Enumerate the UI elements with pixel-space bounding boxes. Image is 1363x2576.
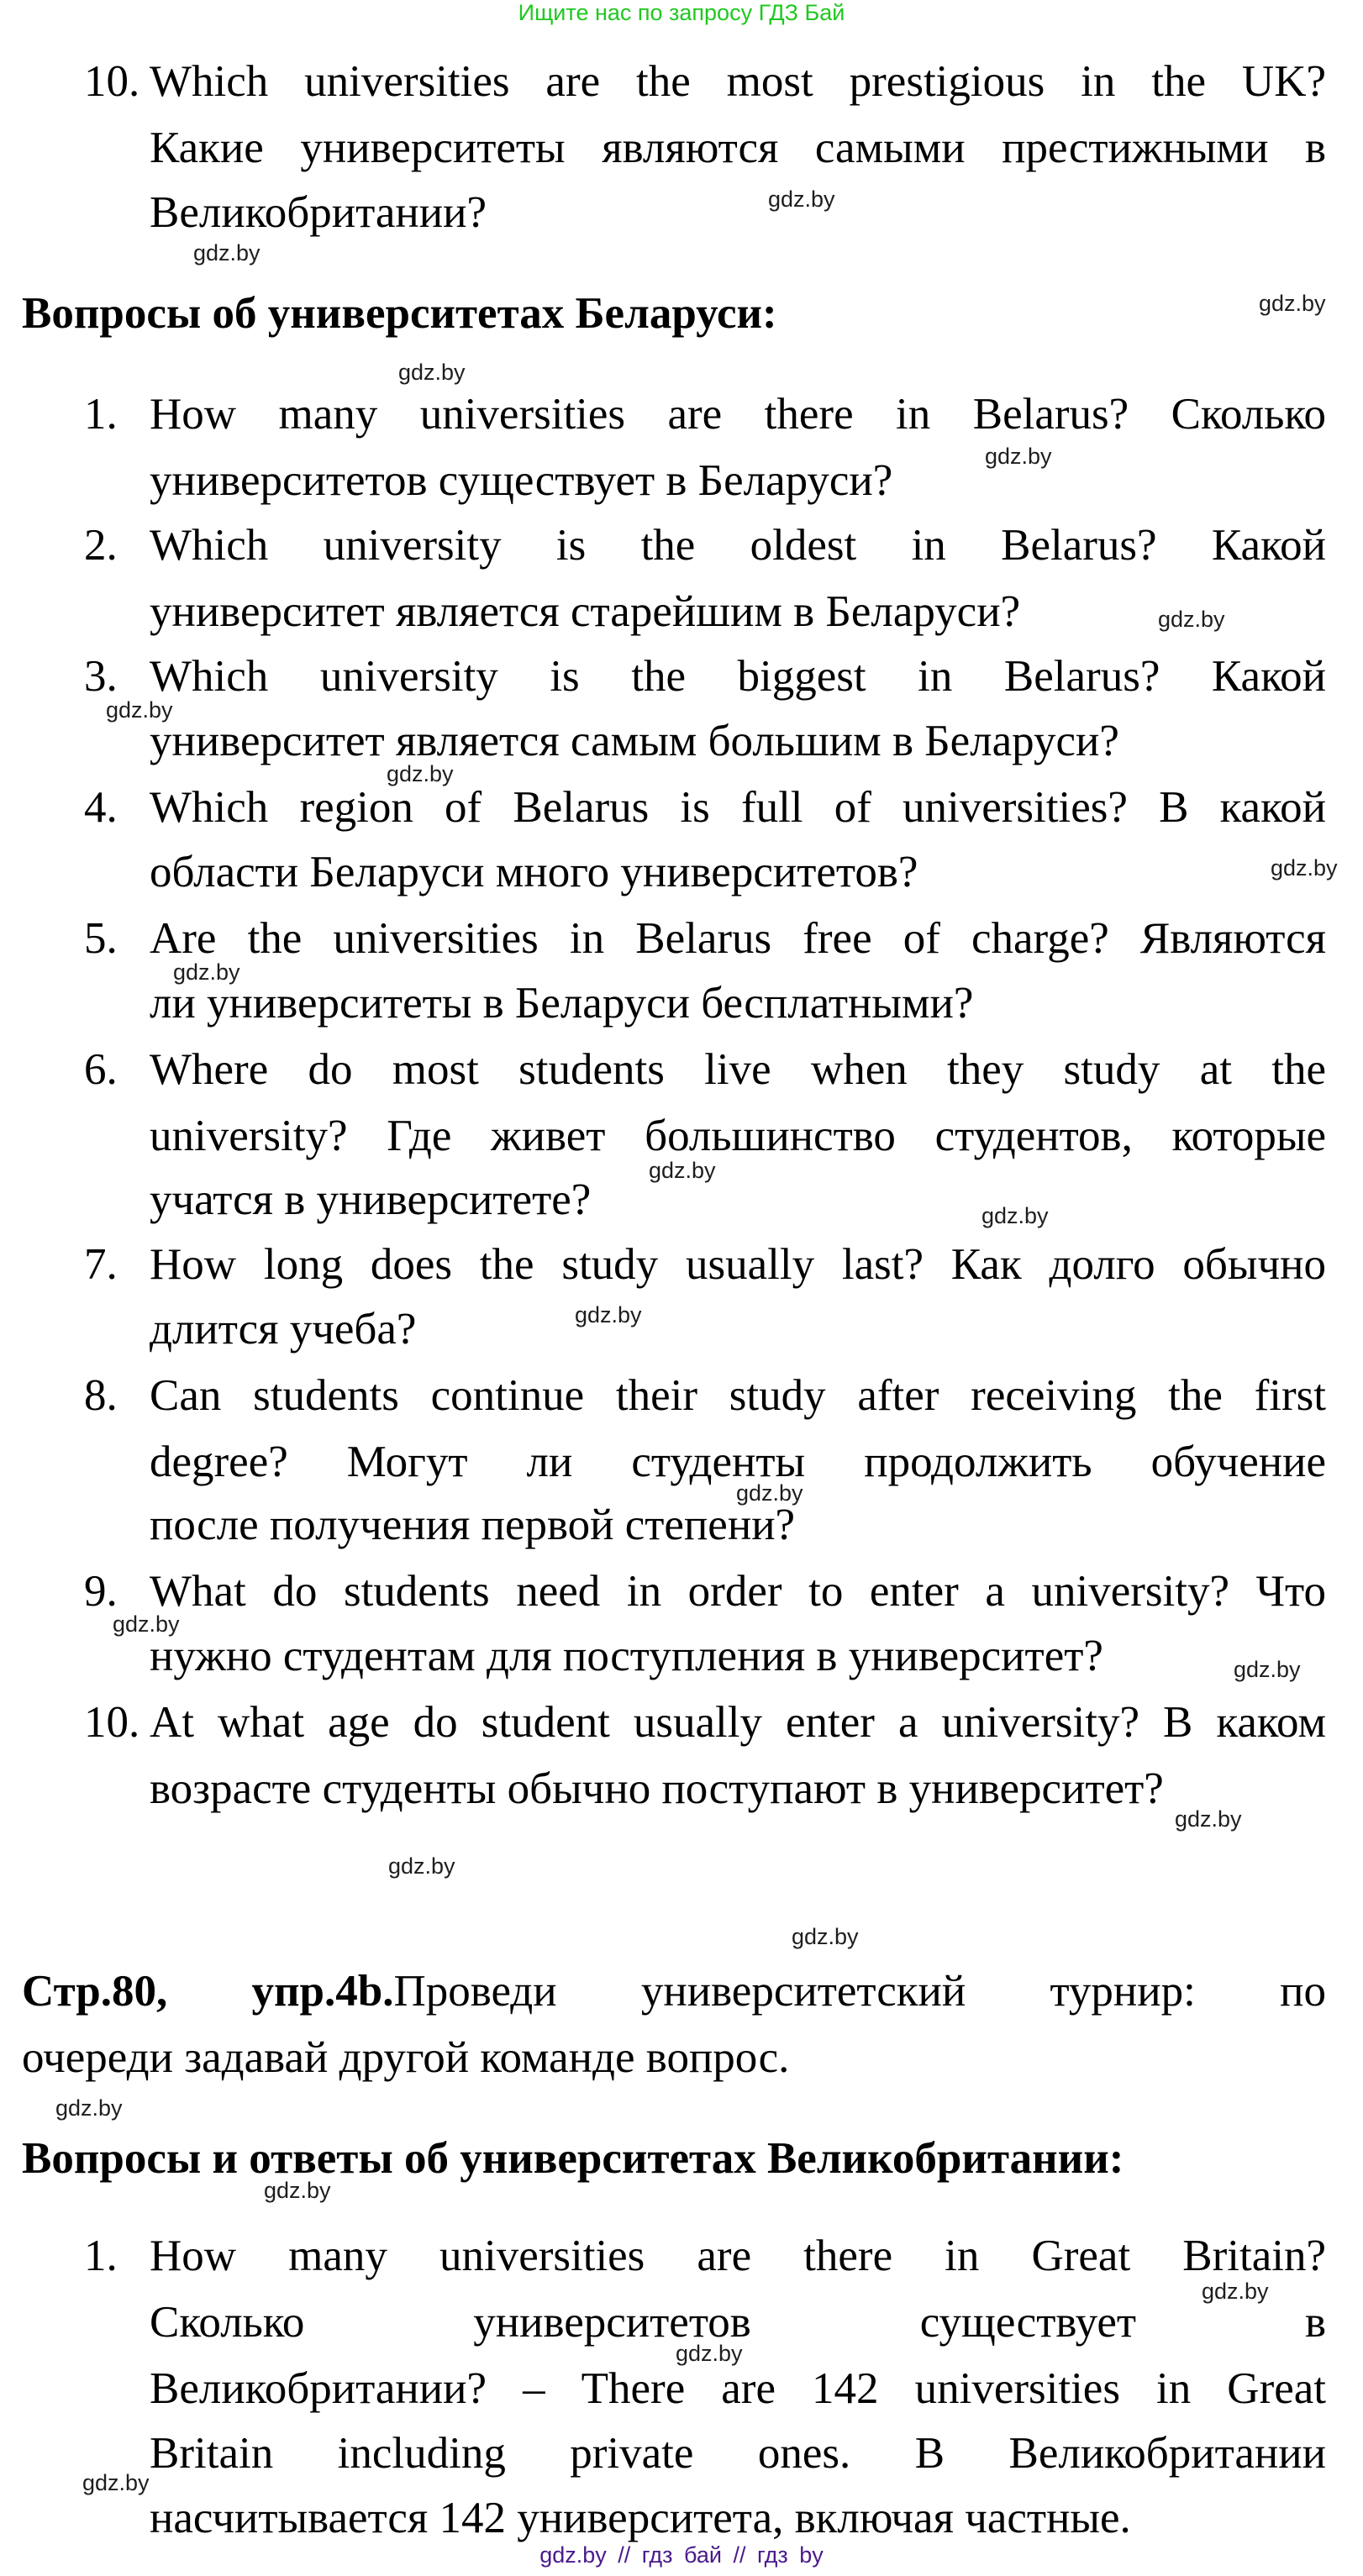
qa-line: Britain including private ones. В Великобритании [150,2429,1326,2478]
watermark: gdz.by [985,444,1052,469]
question-line: области Беларуси много университетов? [150,848,918,896]
list-number: 6. [84,1045,118,1094]
question-line: What do students need in order to enter a university? Что [150,1567,1326,1616]
page-reference: Стр.80, [22,1967,168,2016]
question-line: ли университеты в Беларуси бесплатными? [150,979,974,1028]
list-number: 10. [84,1698,140,1747]
qa-line: Великобритании? – There are 142 universities in Great [150,2364,1326,2413]
instruction-word: Проведи [393,1967,557,2016]
question-line: Какие университеты являются самыми престижными в [150,124,1326,172]
question-line: университет является старейшим в Беларуси? [150,587,1021,636]
watermark: gdz.by [387,761,454,786]
list-number: 1. [84,390,118,439]
watermark: gdz.by [1158,607,1225,632]
list-number: 1. [84,2232,118,2280]
watermark: gdz.by [649,1158,716,1183]
question-line: degree? Могут ли студенты продолжить обучение [150,1438,1326,1486]
watermark: gdz.by [113,1611,180,1637]
question-line: How many universities are there in Belarus? Сколько [150,390,1326,439]
list-number: 8. [84,1371,118,1420]
watermark: gdz.by [792,1924,859,1949]
footer-links[interactable]: gdz.by // гдз бай // гдз by [539,2542,824,2568]
instruction-line: очереди задавай другой команде вопрос. [22,2033,790,2082]
question-line: Which university is the oldest in Belarus? Какой [150,521,1326,570]
instruction-word: по [1280,1967,1326,2016]
watermark: gdz.by [1234,1657,1301,1682]
section-heading-belarus: Вопросы об университетах Беларуси: [22,289,777,338]
watermark: gdz.by [1259,291,1326,316]
question-line: At what age do student usually enter a university? В каком [150,1698,1326,1747]
watermark: gdz.by [1202,2279,1269,2304]
list-number: 4. [84,783,118,832]
list-number: 10. [84,57,140,106]
qa-line: насчитывается 142 университета, включая частные. [150,2494,1131,2542]
watermark: gdz.by [106,697,173,723]
question-line: нужно студентам для поступления в университет? [150,1632,1103,1680]
watermark: gdz.by [676,2341,743,2366]
question-line: Which universities are the most prestigious in the UK? [150,57,1326,106]
watermark: gdz.by [981,1203,1049,1228]
list-number: 2. [84,521,118,570]
question-line: Are the universities in Belarus free of charge? Являются [150,914,1326,963]
section-heading-gb: Вопросы и ответы об университетах Великобритании: [22,2134,1124,2183]
question-line: Can students continue their study after receiving the first [150,1371,1326,1420]
question-line: после получения первой степени? [150,1501,796,1549]
watermark: gdz.by [736,1480,803,1506]
question-line: учатся в университете? [150,1175,592,1224]
question-line: университет является самым большим в Беларуси? [150,717,1119,765]
instruction-word: университетский [640,1967,966,2016]
question-line: Where do most students live when they study at the [150,1045,1326,1094]
watermark: gdz.by [398,360,466,385]
watermark: gdz.by [193,240,260,265]
watermark: gdz.by [388,1853,455,1879]
watermark: gdz.by [1175,1806,1242,1832]
watermark: gdz.by [173,959,240,985]
watermark: gdz.by [768,187,835,212]
search-banner[interactable]: Ищите нас по запросу ГДЗ Бай [518,0,845,25]
question-line: возрасте студенты обычно поступают в университет? [150,1764,1164,1813]
watermark: gdz.by [264,2178,331,2203]
watermark: gdz.by [82,2470,150,2495]
list-number: 3. [84,652,118,701]
list-number: 5. [84,914,118,963]
list-number: 9. [84,1567,118,1616]
question-line: Which university is the biggest in Belarus? Какой [150,652,1326,701]
question-line: университетов существует в Беларуси? [150,456,893,505]
exercise-reference: упр.4b. [251,1967,394,2016]
instruction-word: турнир: [1050,1967,1196,2016]
list-number: 7. [84,1240,118,1289]
qa-line: Сколько университетов существует в [150,2298,1326,2347]
qa-line: How many universities are there in Great Britain? [150,2232,1326,2280]
watermark: gdz.by [1271,855,1338,881]
question-line: Which region of Belarus is full of universities? В какой [150,783,1326,832]
watermark: gdz.by [575,1302,642,1327]
question-line: Великобритании? [150,188,487,237]
question-line: How long does the study usually last? Как долго обычно [150,1240,1326,1289]
question-line: длится учеба? [150,1305,417,1354]
watermark: gdz.by [55,2095,123,2121]
question-line: university? Где живет большинство студентов, которые [150,1112,1326,1160]
